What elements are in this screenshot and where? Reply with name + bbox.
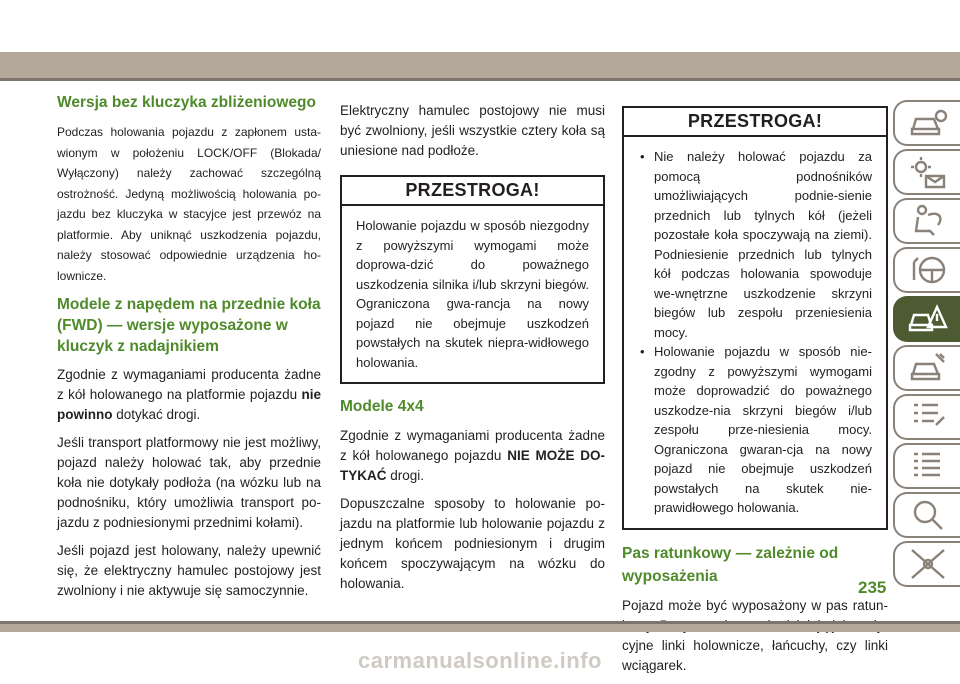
list-icon (908, 448, 948, 484)
column-1 (57, 92, 321, 609)
header-stripe (0, 52, 960, 78)
tab-emergency[interactable] (893, 296, 960, 342)
paragraph-fwd-1: Zgodnie z wymaganiami producenta żadne z kół holowanego na platformie pojazdu nie powinno dotykać drogi. (57, 367, 321, 422)
tab-search[interactable] (893, 492, 960, 538)
car-hazard-icon (908, 301, 948, 337)
alphabet-index-icon (908, 546, 948, 582)
checklist-icon (908, 399, 948, 435)
heading-keyless: Wersja bez kluczyka zbliżeniowego (57, 94, 316, 111)
tab-dashboard[interactable] (893, 149, 960, 195)
tab-service[interactable] (893, 345, 960, 391)
page-number: 235 (858, 578, 887, 597)
tab-car-info[interactable] (893, 100, 960, 146)
tab-driving[interactable] (893, 247, 960, 293)
heading-recovery-strap: Pas ratunkowy — zależnie od wyposażenia (622, 544, 839, 585)
tab-contents[interactable] (893, 443, 960, 489)
caution-bullet-1: • Nie należy holować pojazdu za pomocą podnośników umożliwiających podnie-sienie przednich lub tylnych kół (jeżeli pozostałe koła spoczywają na ziemi). Podniesienie przednich lub tylnych kół podczas holowania spowoduje we-wnętrzne uszkodzenie skrzyni biegów lub zespołu przeniesienia mocy. (638, 147, 872, 342)
paragraph-recovery-strap: Pojazd może być wyposażony w pas ratun- cyjne linki holownicze, łańcuchy, czy linki wciągarek. (622, 597, 888, 673)
watermark: carmanualsonline.info (358, 648, 602, 673)
steering-wheel-icon (908, 252, 948, 288)
caution-text: Holowanie pojazdu w sposób niezgodny z powyższymi wymogami może doprowa-dzić do poważnego uszkodzenia silnika i/lub skrzyni biegów. Ograniczona gwa-rancja na nowy pojazd nie obejmuje uszkodzeń powstałych na skutek niepra-widłowego holowania. (356, 218, 589, 370)
column-3 (622, 106, 888, 684)
tab-safety[interactable] (893, 198, 960, 244)
paragraph-4x4-2: Dopuszczalne sposoby to holowanie po-jazdu na platformie lub holowanie pojazdu z jednym końcem podniesionym i drugim końcem spoczywającym na wózku do holowania. (340, 496, 605, 591)
caution-title: PRZESTROGA! (624, 108, 886, 137)
heading-4x4: Modele 4x4 (340, 398, 424, 415)
caution-bullet-2: • Holowanie pojazdu w sposób nie-zgodny z powyższymi wymogami może doprowadzić do poważnego uszkodze-nia skrzyni biegów i/lub zespołu prze-niesienia mocy. Ograniczona gwaran-cja na nowy pojazd nie obejmuje uszkodzeń powstałych na skutek nie-prawidłowego holowania. (638, 342, 872, 518)
tab-index[interactable] (893, 541, 960, 587)
paragraph-fwd-2: Jeśli transport platformowy nie jest możliwy, pojazd należy holować tak, aby przednie koła nie dotykały podłoża (na wózku lub na podnośniku, który umożliwia transport po-jazdu z podniesionymi przednimi kołami). (57, 435, 321, 530)
footer-stripe (0, 624, 960, 632)
search-icon (908, 497, 948, 533)
top-band (0, 0, 960, 52)
caution-title: PRZESTROGA! (342, 177, 603, 206)
paragraph-fwd-3: Jeśli pojazd jest holowany, należy upewnić się, że elektryczny hamulec postojowy jest zwolniony i nie aktywuje się samoczynnie. (57, 543, 321, 598)
heading-fwd: Modele z napędem na przednie koła (FWD) — wersje wyposażone w kluczyk z nadajnikiem (57, 296, 321, 355)
tab-specifications[interactable] (893, 394, 960, 440)
caution-box-engine (340, 175, 605, 384)
header-rule (0, 78, 960, 81)
paragraph-4x4-1: Zgodnie z wymaganiami producenta żadne z kół holowanego pojazdu NIE MOŻE DO-TYKAĆ drogi. (340, 428, 605, 483)
paragraph-keyless: Podczas holowania pojazdu z zapłonem usta-wionym w położeniu LOCK/OFF (Blokada/ Wyłączony) należy zachować szczególną ostrożność. Jedyną możliwością holowania po-jazdu bez kluczyka w stacyjce jest przewóz na platformie. Aby uniknąć uszkodzenia pojazdu, należy stosować odpowiednie urządzenia ho-lownicze. (57, 125, 321, 283)
dashboard-light-icon (908, 154, 948, 190)
column-2 (340, 101, 605, 602)
car-service-icon (908, 350, 948, 386)
chapter-tabs (893, 100, 960, 590)
paragraph-brake: Elektryczny hamulec postojowy nie musi być zwolniony, jeśli wszystkie cztery koła są uniesione nad podłoże. (340, 103, 605, 158)
caution-box-transmission (622, 106, 888, 530)
airbag-seat-icon (908, 203, 948, 239)
car-info-icon (908, 105, 948, 141)
